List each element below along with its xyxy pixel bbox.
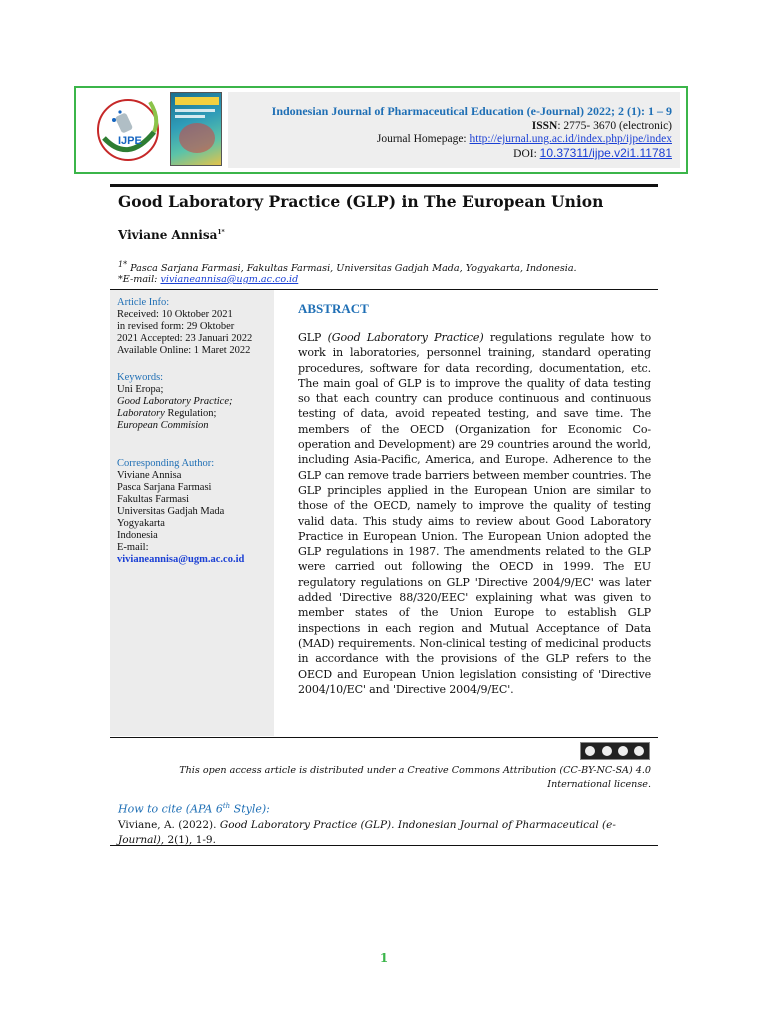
author-text: Viviane Annisa: [118, 228, 218, 242]
doi-link[interactable]: 10.37311/ijpe.v2i1.11781: [539, 146, 672, 160]
citation-author-year: Viviane, A. (2022).: [118, 819, 220, 831]
issn-line: [532, 120, 672, 132]
abstract-lead: GLP: [298, 331, 328, 344]
cite-head-pre: How to cite (APA 6: [118, 802, 223, 816]
abstract-bottom-divider: [110, 737, 658, 738]
online-date: Available Online: 1 Maret 2022: [117, 345, 251, 357]
abstract-body: [298, 330, 651, 697]
revised-date: in revised form: 29 Oktober: [117, 321, 235, 333]
keywords-heading: Keywords:: [117, 372, 164, 383]
corresponding-line: Fakultas Farmasi: [117, 494, 190, 506]
keyword-item: Good Laboratory Practice;: [117, 396, 233, 408]
homepage-line: [377, 133, 672, 145]
journal-citation-line: Indonesian Journal of Pharmaceutical Education (e-Journal) 2022; 2 (1): 1 – 9: [271, 104, 672, 118]
corresponding-line: Universitas Gadjah Mada: [117, 506, 225, 518]
doi-line: [513, 146, 672, 160]
author-email-link[interactable]: vivianeannisa@ugm.ac.co.id: [160, 274, 299, 285]
article-info-heading: Article Info:: [117, 297, 170, 308]
sa-icon: [633, 745, 645, 757]
corresponding-line: Indonesia: [117, 530, 158, 542]
corresponding-line: Pasca Sarjana Farmasi: [117, 482, 212, 494]
author-name: [118, 228, 225, 242]
journal-info-panel: [228, 92, 680, 168]
homepage-label: Journal Homepage:: [376, 133, 470, 145]
corresponding-author-section: [117, 458, 244, 567]
keyword-item: Uni Eropa;: [117, 384, 164, 396]
corresponding-line: Yogyakarta: [117, 518, 165, 530]
logo-text: IJPE: [118, 135, 142, 147]
corresponding-email-link[interactable]: vivianeannisa@ugm.ac.co.id: [117, 554, 245, 566]
author-email-line: [118, 274, 298, 285]
email-label: *E-mail:: [118, 274, 161, 285]
citation-divider: [110, 845, 658, 846]
cite-head-post: Style):: [230, 802, 270, 816]
article-info-section: [117, 297, 252, 357]
nc-icon: [617, 745, 629, 757]
keywords-section: [117, 372, 233, 432]
abstract-heading: ABSTRACT: [298, 301, 369, 316]
abstract-lead-italic: (Good Laboratory Practice): [327, 331, 484, 344]
affiliation-text: Pasca Sarjana Farmasi, Fakultas Farmasi, Universitas Gadjah Mada, Yogyakarta, Indonesia.: [127, 263, 577, 275]
affiliation: [118, 260, 577, 274]
article-title: Good Laboratory Practice (GLP) in The European Union: [118, 192, 604, 211]
author-superscript: 1*: [217, 229, 225, 236]
how-to-cite-heading: [118, 802, 270, 816]
page-number: 1: [379, 951, 389, 965]
keyword-italic-part: Laboratory: [117, 408, 165, 420]
cc-license-badge-icon[interactable]: [580, 742, 650, 760]
issn-value: : 2775- 3670 (electronic): [557, 120, 672, 132]
cc-icon: [584, 745, 596, 757]
journal-cover-image: [170, 92, 222, 166]
issn-label: ISSN: [531, 120, 558, 132]
affiliation-superscript: 1*: [118, 260, 128, 269]
doi-label: DOI:: [513, 148, 540, 160]
keyword-rest-part: Regulation;: [164, 408, 217, 420]
journal-logo: [90, 92, 166, 166]
corresponding-name: Viviane Annisa: [117, 470, 182, 482]
homepage-link[interactable]: http://ejurnal.ung.ac.id/index.php/ijpe/index: [469, 133, 672, 145]
abstract-text: regulations regulate how to work in laboratories, personnel training, standard operating procedures, software for data recording, documentation, etc. The main goal of GLP is to improve the quality of data testing so that each country can produce continuous and continuous testing of data, avoid repeated testing, and save time. The members of the OECD (Organization for Economic Co-operation and Development) are 29 countries around the world, including Asia-Pacific, America, and Europe. Adherence to the GLP can remove trade barriers between member countries. The GLP principles applied in the European Union are similar to those of the OECD, namely to improve the quality of testing valid data. This study aims to review about Good Laboratory Practice in European Union. The European Union adopted the GLP regulations in 1987. The amendments related to the GLP were carried out following the OECD in 1999. The EU regulatory regulations on GLP 'Directive 2004/9/EC' was later added 'Directive 88/320/EEC' explaining what was given to member states of the Union Europe to establish GLP inspections in each region and Mutual Acceptance of Data (MAD) requirements. Non-clinical testing of medicinal products in accordance with the provisions of the GLP refers to the OECD and European Union legislation consisting of 'Directive 2004/10/EC' and 'Directive 2004/9/EC'.: [298, 331, 651, 696]
license-statement: This open access article is distributed under a Creative Commons Attribution (CC-BY-NC-SA) 4.0 International license.: [179, 765, 651, 790]
keyword-item: [117, 408, 233, 420]
by-icon: [601, 745, 613, 757]
keyword-item: European Commision: [117, 420, 209, 432]
article-info-sidebar: [110, 290, 274, 736]
cite-head-sup: th: [222, 802, 231, 810]
corresponding-author-heading: Corresponding Author:: [117, 458, 215, 469]
received-date: Received: 10 Oktober 2021: [117, 309, 233, 321]
title-divider: [110, 184, 658, 187]
citation-rest: 2(1), 1-9.: [164, 833, 216, 846]
accepted-date: 2021 Accepted: 23 Januari 2022: [117, 333, 253, 345]
corresponding-email-label: E-mail:: [117, 542, 149, 554]
citation-text: [118, 818, 656, 847]
citation-italic: Good Laboratory Practice (GLP). Indonesian Journal of Pharmaceutical (e-Journal),: [118, 819, 616, 846]
